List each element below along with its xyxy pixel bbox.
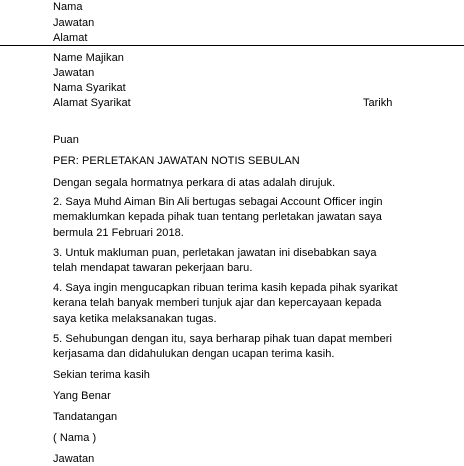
closing-sekian: Sekian terima kasih (53, 369, 150, 381)
recipient-nama-syarikat: Nama Syarikat (53, 82, 126, 94)
paragraph-5-line-1: 5. Sehubungan dengan itu, saya berharap pihak tuan dapat memberi (53, 333, 392, 345)
paragraph-4-line-3: saya ketika melaksanakan tugas. (53, 313, 217, 325)
recipient-alamat-syarikat: Alamat Syarikat (53, 97, 131, 109)
closing-tandatangan: Tandatangan (53, 411, 118, 423)
tarikh-label: Tarikh (363, 97, 393, 109)
recipient-jawatan: Jawatan (53, 67, 95, 79)
paragraph-4-line-2: kerana telah banyak memberi tunjuk ajar dan kepercayaan kepada (53, 297, 382, 309)
paragraph-2-line-1: 2. Saya Muhd Aiman Bin Ali bertugas sebagai Account Officer ingin (53, 196, 383, 208)
closing-nama: ( Nama ) (53, 432, 97, 444)
paragraph-3-line-2: telah mendapat tawaran pekerjaan baru. (53, 262, 253, 274)
closing-jawatan: Jawatan (53, 453, 95, 465)
salutation: Puan (53, 134, 79, 146)
closing-yang-benar: Yang Benar (53, 390, 111, 402)
paragraph-1-line-1: Dengan segala hormatnya perkara di atas adalah dirujuk. (53, 177, 336, 189)
sender-nama: Nama (53, 1, 83, 13)
paragraph-3-line-1: 3. Untuk makluman puan, perletakan jawatan ini disebabkan saya (53, 247, 377, 259)
recipient-name-majikan: Name Majikan (53, 52, 124, 64)
sender-jawatan: Jawatan (53, 17, 95, 29)
paragraph-2-line-2: memaklumkan kepada pihak tuan tentang perletakan jawatan saya (53, 211, 382, 223)
paragraph-2-line-3: bermula 21 Februari 2018. (53, 227, 184, 239)
sender-alamat: Alamat (53, 32, 88, 44)
header-divider (0, 45, 464, 46)
paragraph-4-line-1: 4. Saya ingin mengucapkan ribuan terima kasih kepada pihak syarikat (53, 282, 398, 294)
paragraph-5-line-2: kerjasama dan didahulukan dengan ucapan terima kasih. (53, 348, 335, 360)
subject-line: PER: PERLETAKAN JAWATAN NOTIS SEBULAN (53, 155, 300, 167)
